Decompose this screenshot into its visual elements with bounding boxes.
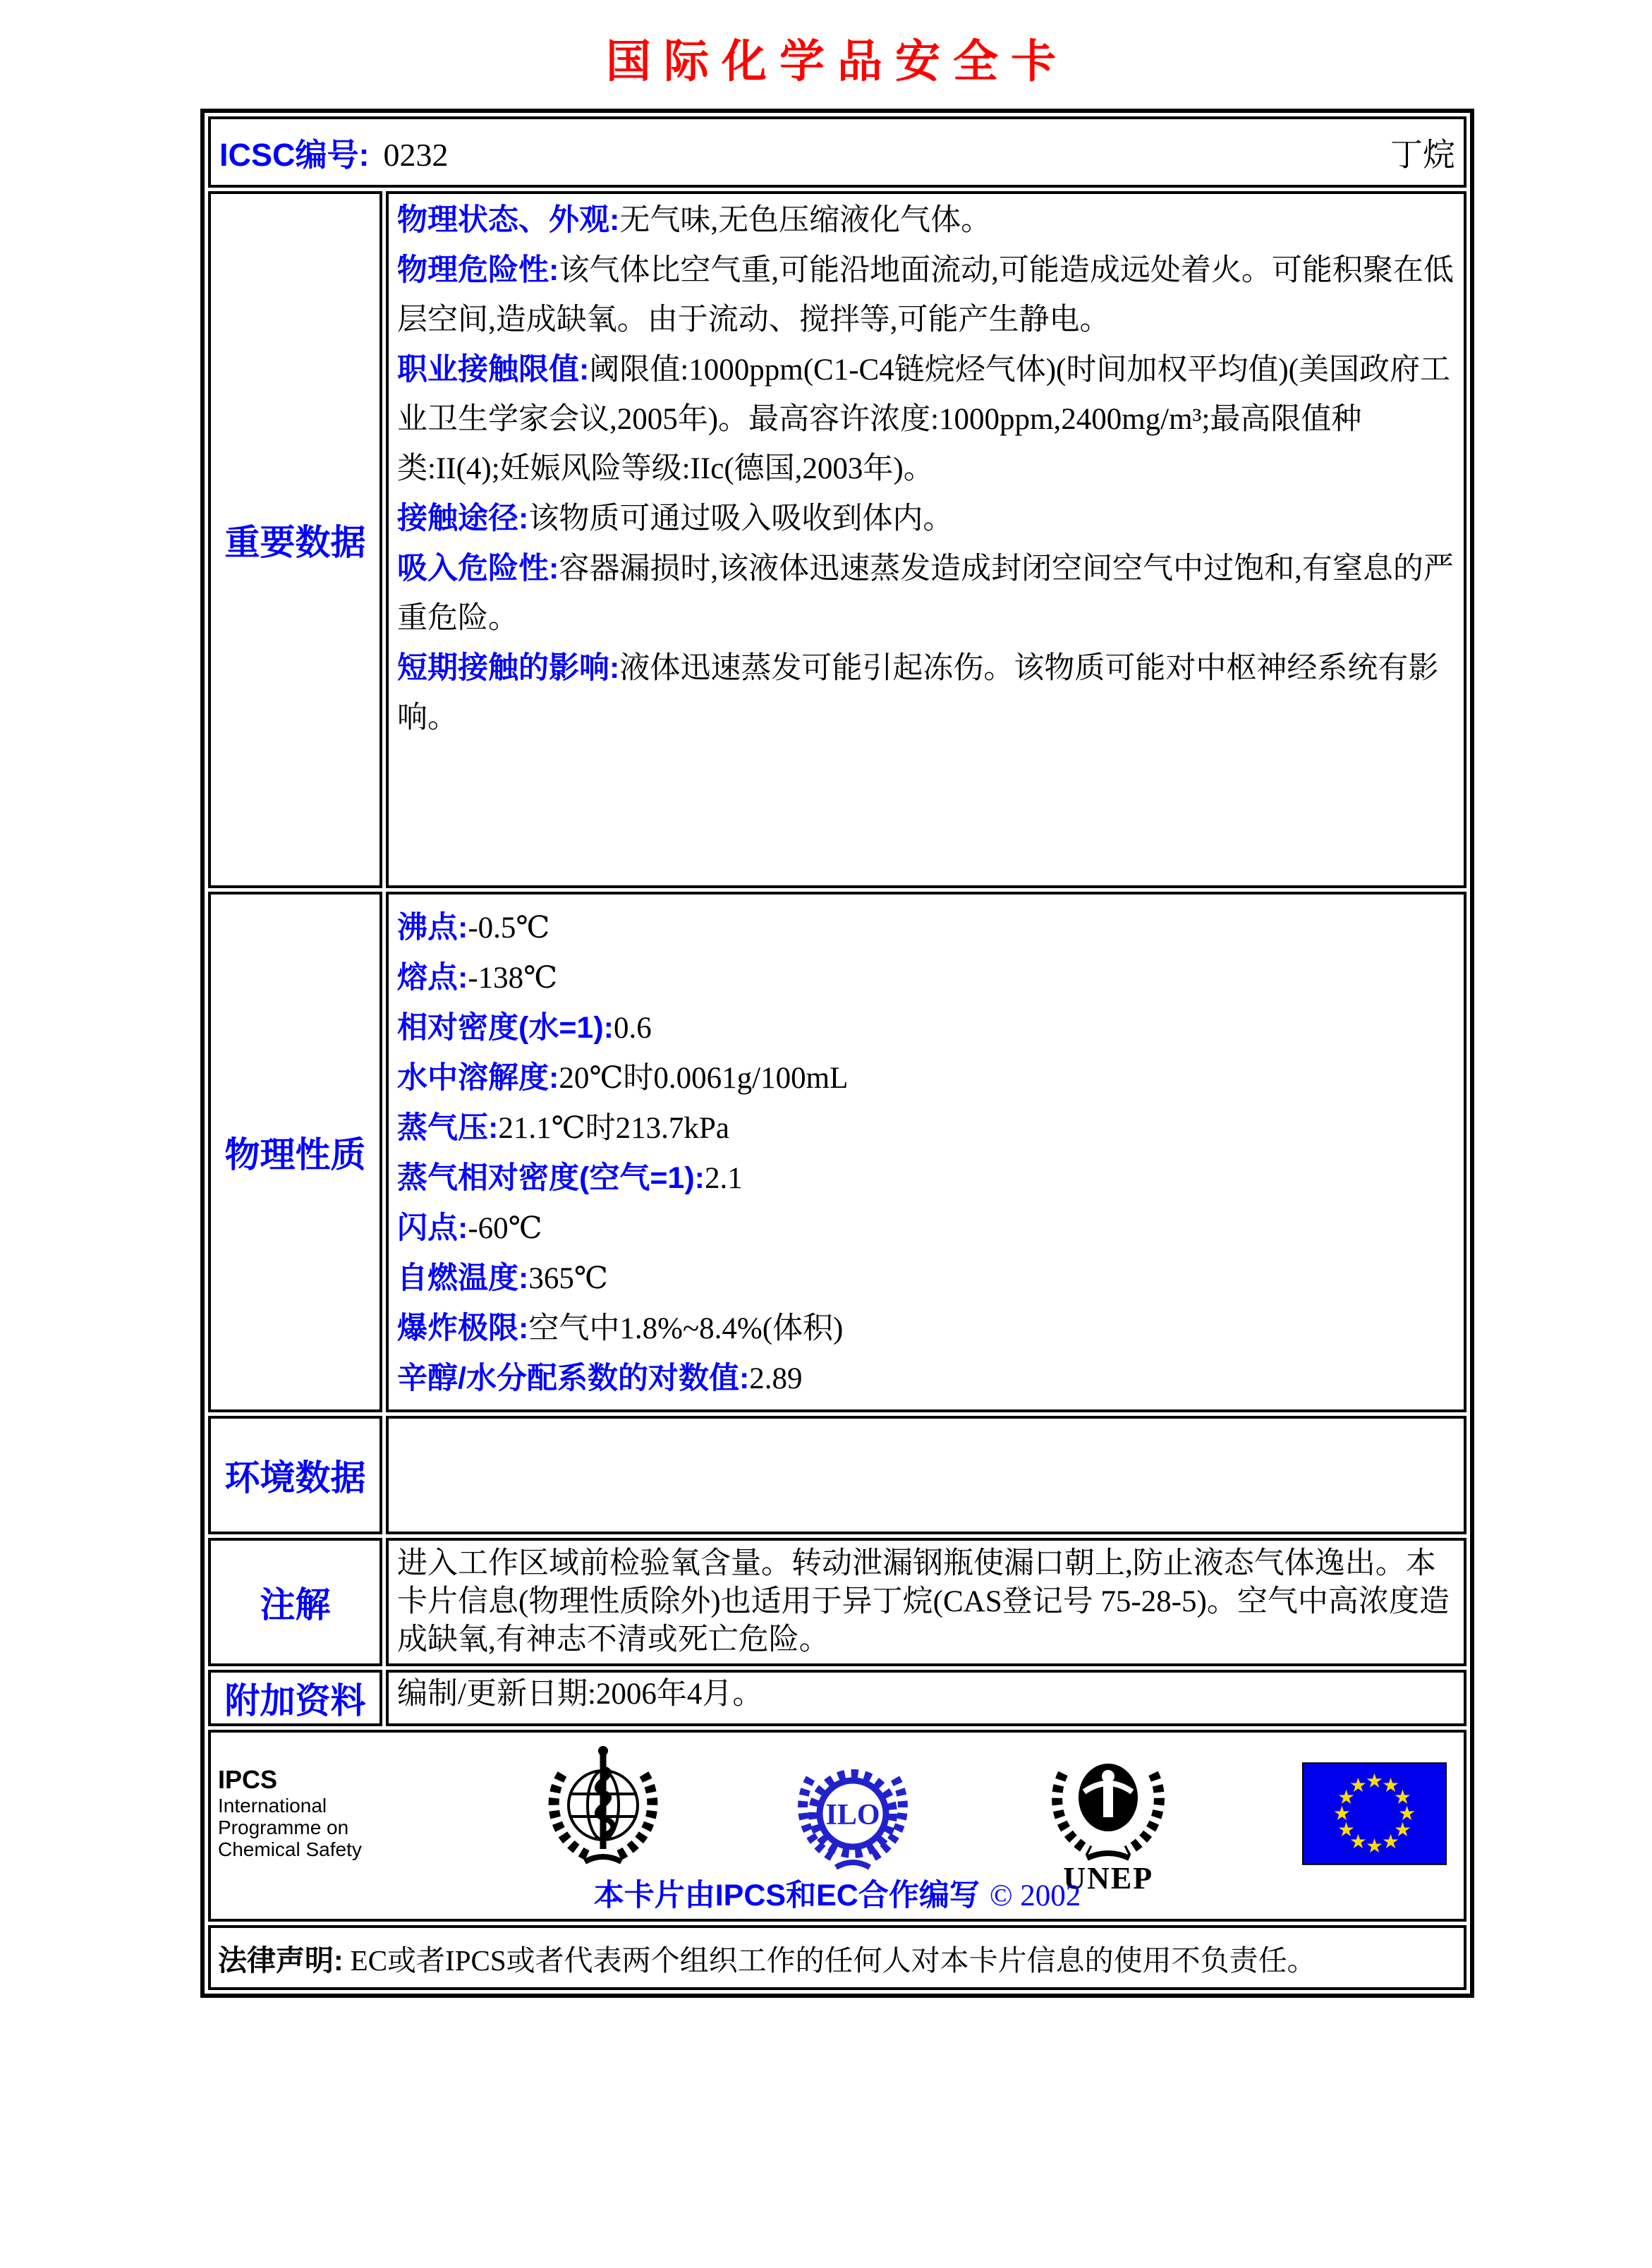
additional-info-label-cell (208, 1670, 382, 1726)
property-line: 蒸气压:21.1℃时213.7kPa (397, 1111, 729, 1145)
important-data-row (208, 191, 1466, 888)
section-label: 重要数据 (224, 523, 366, 562)
property-line: 辛醇/水分配系数的对数值:2.89 (397, 1362, 803, 1395)
legal-text: EC或者IPCS或者代表两个组织工作的任何人对本卡片信息的使用不负责任。 (350, 1943, 1316, 1977)
legal-label: 法律声明: (218, 1943, 344, 1977)
environmental-data-row (208, 1416, 1466, 1534)
ipcs-title: IPCS (218, 1765, 278, 1794)
section-label: 环境数据 (224, 1458, 366, 1498)
property-line: 自燃温度:365℃ (397, 1261, 608, 1295)
physical-properties-row (208, 892, 1466, 1412)
physical-properties-content (386, 892, 1466, 1412)
chemical-name: 丁烷 (1390, 136, 1455, 173)
page (0, 25, 1652, 2268)
property-line: 熔点:-138℃ (397, 961, 558, 995)
notes-row (208, 1538, 1466, 1666)
icsc-card (200, 109, 1474, 1998)
ipcs-text-block: IPCS International Programme on Chemical Safety (218, 1765, 415, 1896)
section-label: 附加资料 (224, 1681, 366, 1721)
important-data-label-cell (208, 191, 382, 888)
important-item: 物理状态、外观:无气味,无色压缩液化气体。 (397, 203, 992, 237)
important-data-content (386, 191, 1466, 888)
environmental-data-label-cell (208, 1416, 382, 1534)
environmental-data-content (386, 1416, 1466, 1534)
icsc-number-value: 0232 (383, 137, 449, 173)
page-title: 国际化学品安全卡 (606, 37, 1069, 87)
property-line: 蒸气相对密度(空气=1):2.1 (397, 1161, 743, 1195)
physical-properties-label-cell (208, 892, 382, 1412)
important-item: 短期接触的影响:液体迅速蒸发可能引起冻伤。该物质可能对中枢神经系统有影响。 (397, 651, 1439, 734)
important-item: 吸入危险性:容器漏损时,该液体迅速蒸发造成封闭空间空气中过饱和,有窒息的严重危险。 (397, 552, 1454, 635)
footer-logos-cell (208, 1730, 1466, 1922)
legal-cell (208, 1925, 1466, 1990)
unep-wordmark: UNEP (1063, 1861, 1154, 1896)
property-line: 沸点:-0.5℃ (397, 911, 550, 945)
additional-info-row (208, 1670, 1466, 1726)
header-cell (208, 116, 1466, 188)
logos-row (208, 1730, 1466, 1922)
property-line: 相对密度(水=1):0.6 (397, 1011, 652, 1045)
property-line: 爆炸极限:空气中1.8%~8.4%(体积) (397, 1311, 844, 1345)
icsc-number-label: ICSC编号: (219, 137, 370, 173)
icsc-number-group (219, 129, 449, 175)
important-item: 职业接触限值:阈限值:1000ppm(C1-C4链烷烃气体)(时间加权平均值)(美国政府工业卫生学家会议,2005年)。最高容许浓度:1000ppm,2400mg/m³;最高限值种类:II(4);妊娠风险等级:IIc(德国,2003年)。 (397, 353, 1450, 485)
header-row (208, 116, 1466, 188)
important-item: 接触途径:该物质可通过吸入吸收到体内。 (397, 502, 954, 535)
copyright-text: © 2002 (989, 1879, 1081, 1912)
property-line: 闪点:-60℃ (397, 1211, 542, 1245)
additional-info-content: 编制/更新日期:2006年4月。 (386, 1670, 1466, 1726)
ilo-letters: ILO (825, 1799, 880, 1831)
footer-caption (211, 1872, 1464, 1915)
important-item: 物理危险性:该气体比空气重,可能沿地面流动,可能造成远处着火。可能积聚在低层空间,造成缺氧。由于流动、搅拌等,可能产生静电。 (397, 253, 1454, 336)
legal-row (208, 1925, 1466, 1990)
notes-label-cell (208, 1538, 382, 1666)
notes-content: 进入工作区域前检验氧含量。转动泄漏钢瓶使漏口朝上,防止液态气体逸出。本卡片信息(物理性质除外)也适用于异丁烷(CAS登记号 75-28-5)。空气中高浓度造成缺氧,有神志不清或死亡危险。 (386, 1538, 1466, 1666)
section-label: 物理性质 (224, 1135, 366, 1175)
caption-text: 本卡片由IPCS和EC合作编写 (593, 1879, 980, 1912)
section-label: 注解 (260, 1585, 331, 1625)
property-line: 水中溶解度:20℃时0.0061g/100mL (397, 1061, 849, 1095)
